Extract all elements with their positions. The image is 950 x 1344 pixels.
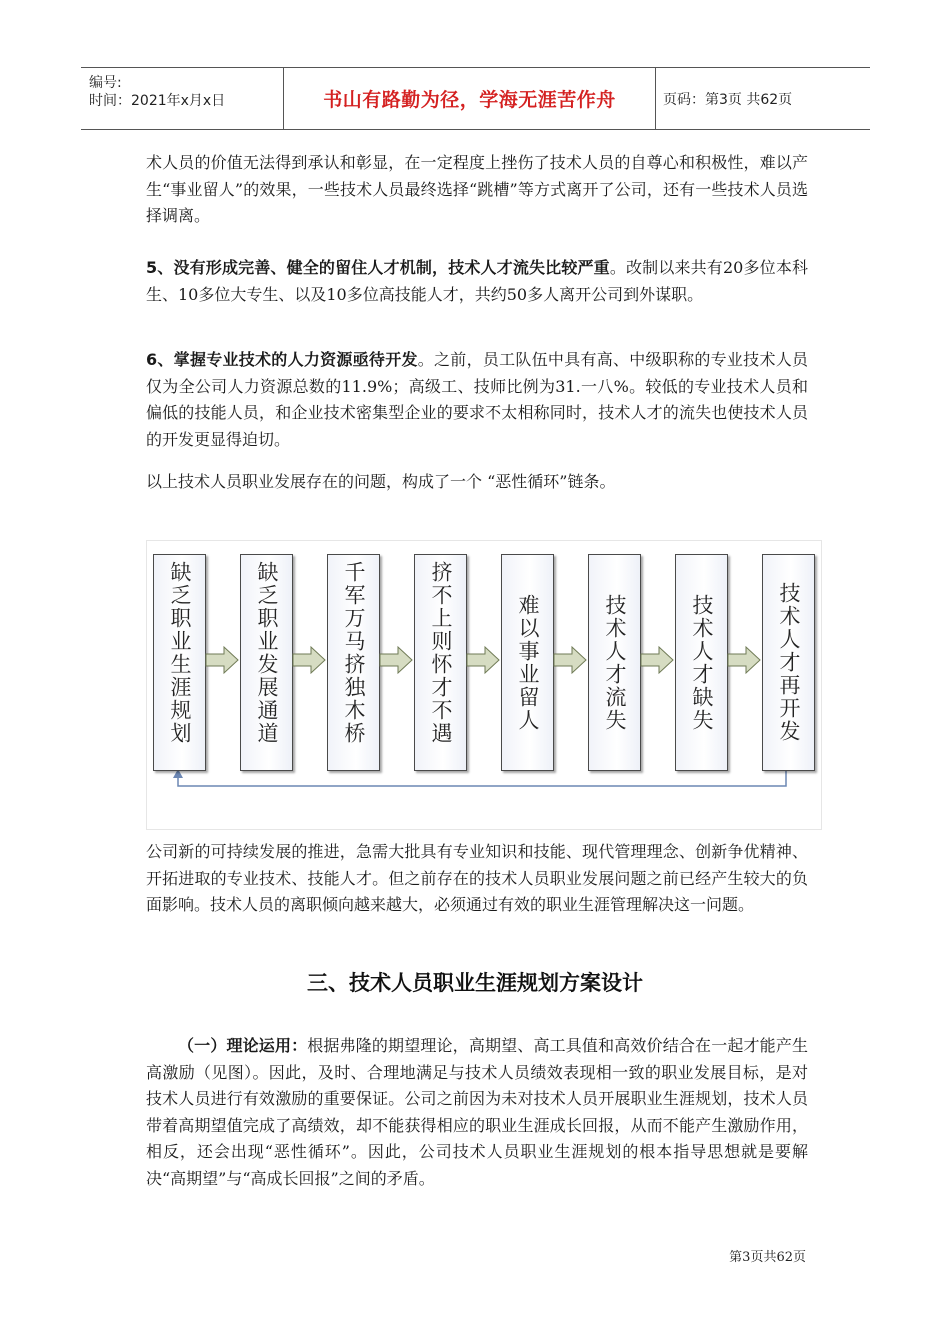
cycle-step-5: [501, 554, 554, 771]
vicious-cycle-diagram: [146, 540, 822, 830]
document-time-label: 时间：2021年x月x日: [89, 93, 226, 109]
paragraph-point-5: [146, 255, 808, 308]
paragraph-vicious-cycle-intro: 以上技术人员职业发展存在的问题，构成了一个 “恶性循环”链条。: [146, 472, 616, 491]
cycle-step-1-label: 缺乏职业生涯规划: [168, 561, 192, 745]
cycle-step-7-label: 技术人才缺失: [690, 593, 714, 732]
theory-heading: （一）理论运用：: [178, 1036, 308, 1055]
point-6-text: 。之前，员工队伍中具有高、中级职称的专业技术人员仅为全公司人力资源总数的11.9%；高级工、技师比例为31.一八%。较低的专业技术人员和偏低的技能人员，和企业技术密集型企业的要求不太相称同时，技术人才的流失也使技术人员的开发更显得迫切。: [146, 350, 808, 449]
header-page-number: 页码：第3页 共62页: [663, 92, 793, 108]
cycle-step-2: [240, 554, 293, 771]
header-page-cell: [655, 68, 870, 129]
header-motto: 书山有路勤为径，学海无涯苦作舟: [323, 89, 616, 111]
cycle-step-2-label: 缺乏职业发展通道: [255, 561, 279, 745]
theory-text: 根据弗隆的期望理论，高期望、高工具值和高效价结合在一起才能产生高激励（见图）。因此，及时、合理地满足与技术人员绩效表现相一致的职业发展目标，是对技术人员进行有效激励的重要保证。公司之前因为未对技术人员开展职业生涯规划，技术人员带着高期望值完成了高绩效，却不能获得相应的职业生涯成长回报，从而不能产生激励作用，相反，还会出现“恶性循环”。因此，公司技术人员职业生涯规划的根本指导思想就是要解决“高期望”与“高成长回报”之间的矛盾。: [146, 1036, 808, 1188]
flow-arrow-icon: [640, 645, 674, 675]
header-meta-cell: [81, 68, 283, 129]
flow-arrow-icon: [466, 645, 500, 675]
flow-arrow-icon: [727, 645, 761, 675]
flow-arrow-icon: [553, 645, 587, 675]
cycle-step-6-label: 技术人才流失: [603, 593, 627, 732]
paragraph-continued: 术人员的价值无法得到承认和彰显，在一定程度上挫伤了技术人员的自尊心和积极性，难以产生“事业留人”的效果，一些技术人员最终选择“跳槽”等方式离开了公司，还有一些技术人员选择调离。: [146, 153, 808, 225]
cycle-step-5-label: 难以事业留人: [516, 593, 540, 732]
header-motto-cell: [283, 68, 656, 129]
feedback-loop-line: [178, 770, 786, 786]
paragraph-development-need: 公司新的可持续发展的推进，急需大批具有专业知识和技能、现代管理理念、创新争优精神、开拓进取的专业技术、技能人才。但之前存在的技术人员职业发展问题之前已经产生较大的负面影响。技术人员的离职倾向越来越大，必须通过有效的职业生涯管理解决这一问题。: [146, 842, 808, 914]
cycle-step-8-label: 技术人才再开发: [777, 582, 801, 743]
page-footer-number: 第3页共62页: [729, 1250, 806, 1265]
cycle-step-3: [327, 554, 380, 771]
cycle-step-3-label: 千军万马挤独木桥: [342, 561, 366, 745]
cycle-step-4: [414, 554, 467, 771]
cycle-step-7: [675, 554, 728, 771]
cycle-step-6: [588, 554, 641, 771]
paragraph-theory-application: [146, 1033, 808, 1192]
point-6-heading: 6、掌握专业技术的人力资源亟待开发: [146, 350, 418, 369]
flow-arrow-icon: [379, 645, 413, 675]
cycle-step-1: [153, 554, 206, 771]
flow-arrow-icon: [205, 645, 239, 675]
section-title: 三、技术人员职业生涯规划方案设计: [307, 971, 643, 995]
point-5-text: 。改制以来共有20多位本科生、10多位大专生、以及10多位高技能人才，共约50多人离开公司到外谋职。: [146, 258, 808, 304]
cycle-step-4-label: 挤不上则怀才不遇: [429, 561, 453, 745]
paragraph-point-6: [146, 347, 808, 453]
cycle-step-8: [762, 554, 815, 771]
point-5-heading: 5、没有形成完善、健全的留住人才机制，技术人才流失比较严重: [146, 258, 610, 277]
flow-arrow-icon: [292, 645, 326, 675]
page-header: [81, 67, 870, 130]
document-number-label: 编号:: [89, 75, 122, 91]
